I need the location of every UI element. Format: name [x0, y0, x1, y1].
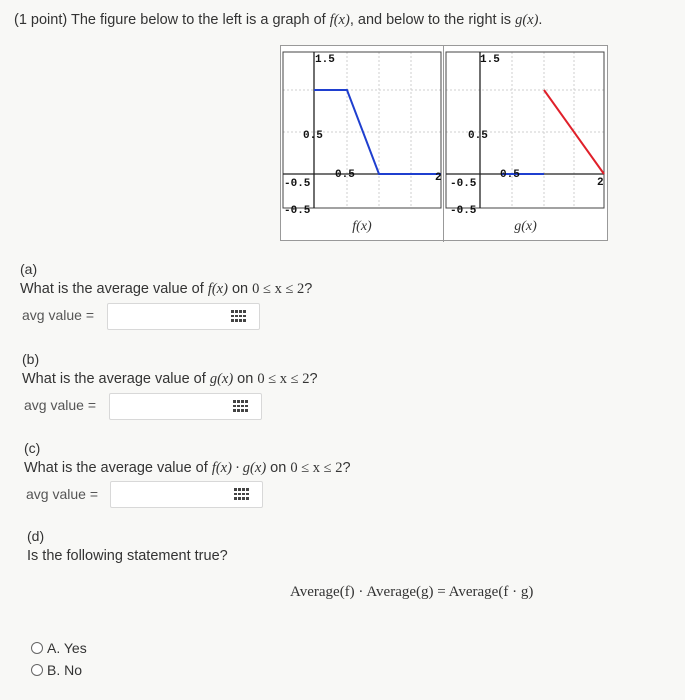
f-tick-y-neg: -0.5 [284, 205, 311, 216]
f-graph-cell [281, 46, 444, 242]
f-tick-y-top: 1.5 [315, 54, 335, 66]
g-caption: g(x) [514, 219, 537, 234]
radio-no[interactable] [31, 664, 43, 676]
option-no[interactable] [31, 662, 82, 678]
g-tick-y-neg: -0.5 [450, 205, 477, 216]
part-a-answer-input[interactable] [107, 303, 260, 330]
radio-yes[interactable] [31, 642, 43, 654]
part-b-question [22, 371, 318, 388]
f-tick-x-neg: -0.5 [284, 178, 311, 190]
part-b-q-range: 0 ≤ x ≤ 2 [257, 371, 310, 387]
part-a-q-on: on [227, 281, 253, 297]
part-c-q-func: f(x) · g(x) [211, 460, 267, 476]
problem-intro [14, 12, 542, 29]
part-c-q-on: on [266, 460, 291, 476]
g-tick-x-mid: 0.5 [500, 169, 520, 181]
part-c-label: (c) [24, 440, 41, 456]
intro-end: . [538, 12, 543, 28]
intro-prefix: (1 point) The figure below to the left is a graph of [14, 12, 330, 28]
f-caption: f(x) [352, 219, 372, 234]
f-tick-x-two-wrap [270, 160, 284, 190]
part-a-q-end: ? [304, 281, 313, 297]
figure-table [280, 45, 608, 241]
part-a-avg-label: avg value = [22, 307, 94, 323]
part-b-q-func: g(x) [209, 371, 234, 387]
part-a-q-range: 0 ≤ x ≤ 2 [252, 281, 305, 297]
part-c-question [24, 460, 351, 477]
part-a-label: (a) [20, 261, 38, 277]
keypad-icon[interactable] [233, 400, 247, 413]
part-a-q-func: f(x) [207, 281, 228, 297]
part-d-question: Is the following statement true? [27, 548, 228, 564]
part-b-avg-label: avg value = [24, 397, 96, 413]
g-tick-x-two: 2 [597, 177, 604, 189]
statement-equation: Average(f) · Average(g) = Average(f · g) [290, 584, 534, 600]
part-a-q-prefix: What is the average value of [20, 281, 208, 297]
g-tick-x-neg: -0.5 [450, 178, 477, 190]
g-graph-cell [444, 46, 607, 242]
part-b-answer-input[interactable] [109, 393, 262, 420]
part-b-q-on: on [233, 371, 258, 387]
intro-gx: g(x) [515, 12, 539, 28]
part-c-q-range: 0 ≤ x ≤ 2 [290, 460, 343, 476]
f-tick-x-two: 2 [435, 172, 442, 184]
g-tick-y-mid: 0.5 [468, 130, 488, 142]
intro-fx: f(x) [329, 12, 350, 28]
part-c-answer-input[interactable] [110, 481, 263, 508]
part-b-q-end: ? [309, 371, 318, 387]
f-tick-y-mid: 0.5 [303, 130, 323, 142]
g-graph [444, 46, 607, 216]
f-graph [281, 46, 444, 216]
keypad-icon[interactable] [231, 310, 245, 323]
part-c-avg-label: avg value = [26, 486, 98, 502]
part-b-q-prefix: What is the average value of [22, 371, 210, 387]
f-series-line [314, 90, 441, 174]
part-d-label: (d) [27, 528, 45, 544]
g-tick-y-top: 1.5 [480, 54, 500, 66]
keypad-icon[interactable] [234, 488, 248, 501]
option-yes[interactable] [31, 640, 87, 656]
f-tick-x-mid: 0.5 [335, 169, 355, 181]
part-a-question [20, 281, 312, 298]
option-no-label: B. No [47, 662, 83, 678]
intro-mid: , and below to the right is [349, 12, 516, 28]
option-yes-label: A. Yes [47, 640, 87, 656]
part-b-label: (b) [22, 351, 40, 367]
part-c-q-end: ? [342, 460, 351, 476]
part-c-q-prefix: What is the average value of [24, 460, 212, 476]
